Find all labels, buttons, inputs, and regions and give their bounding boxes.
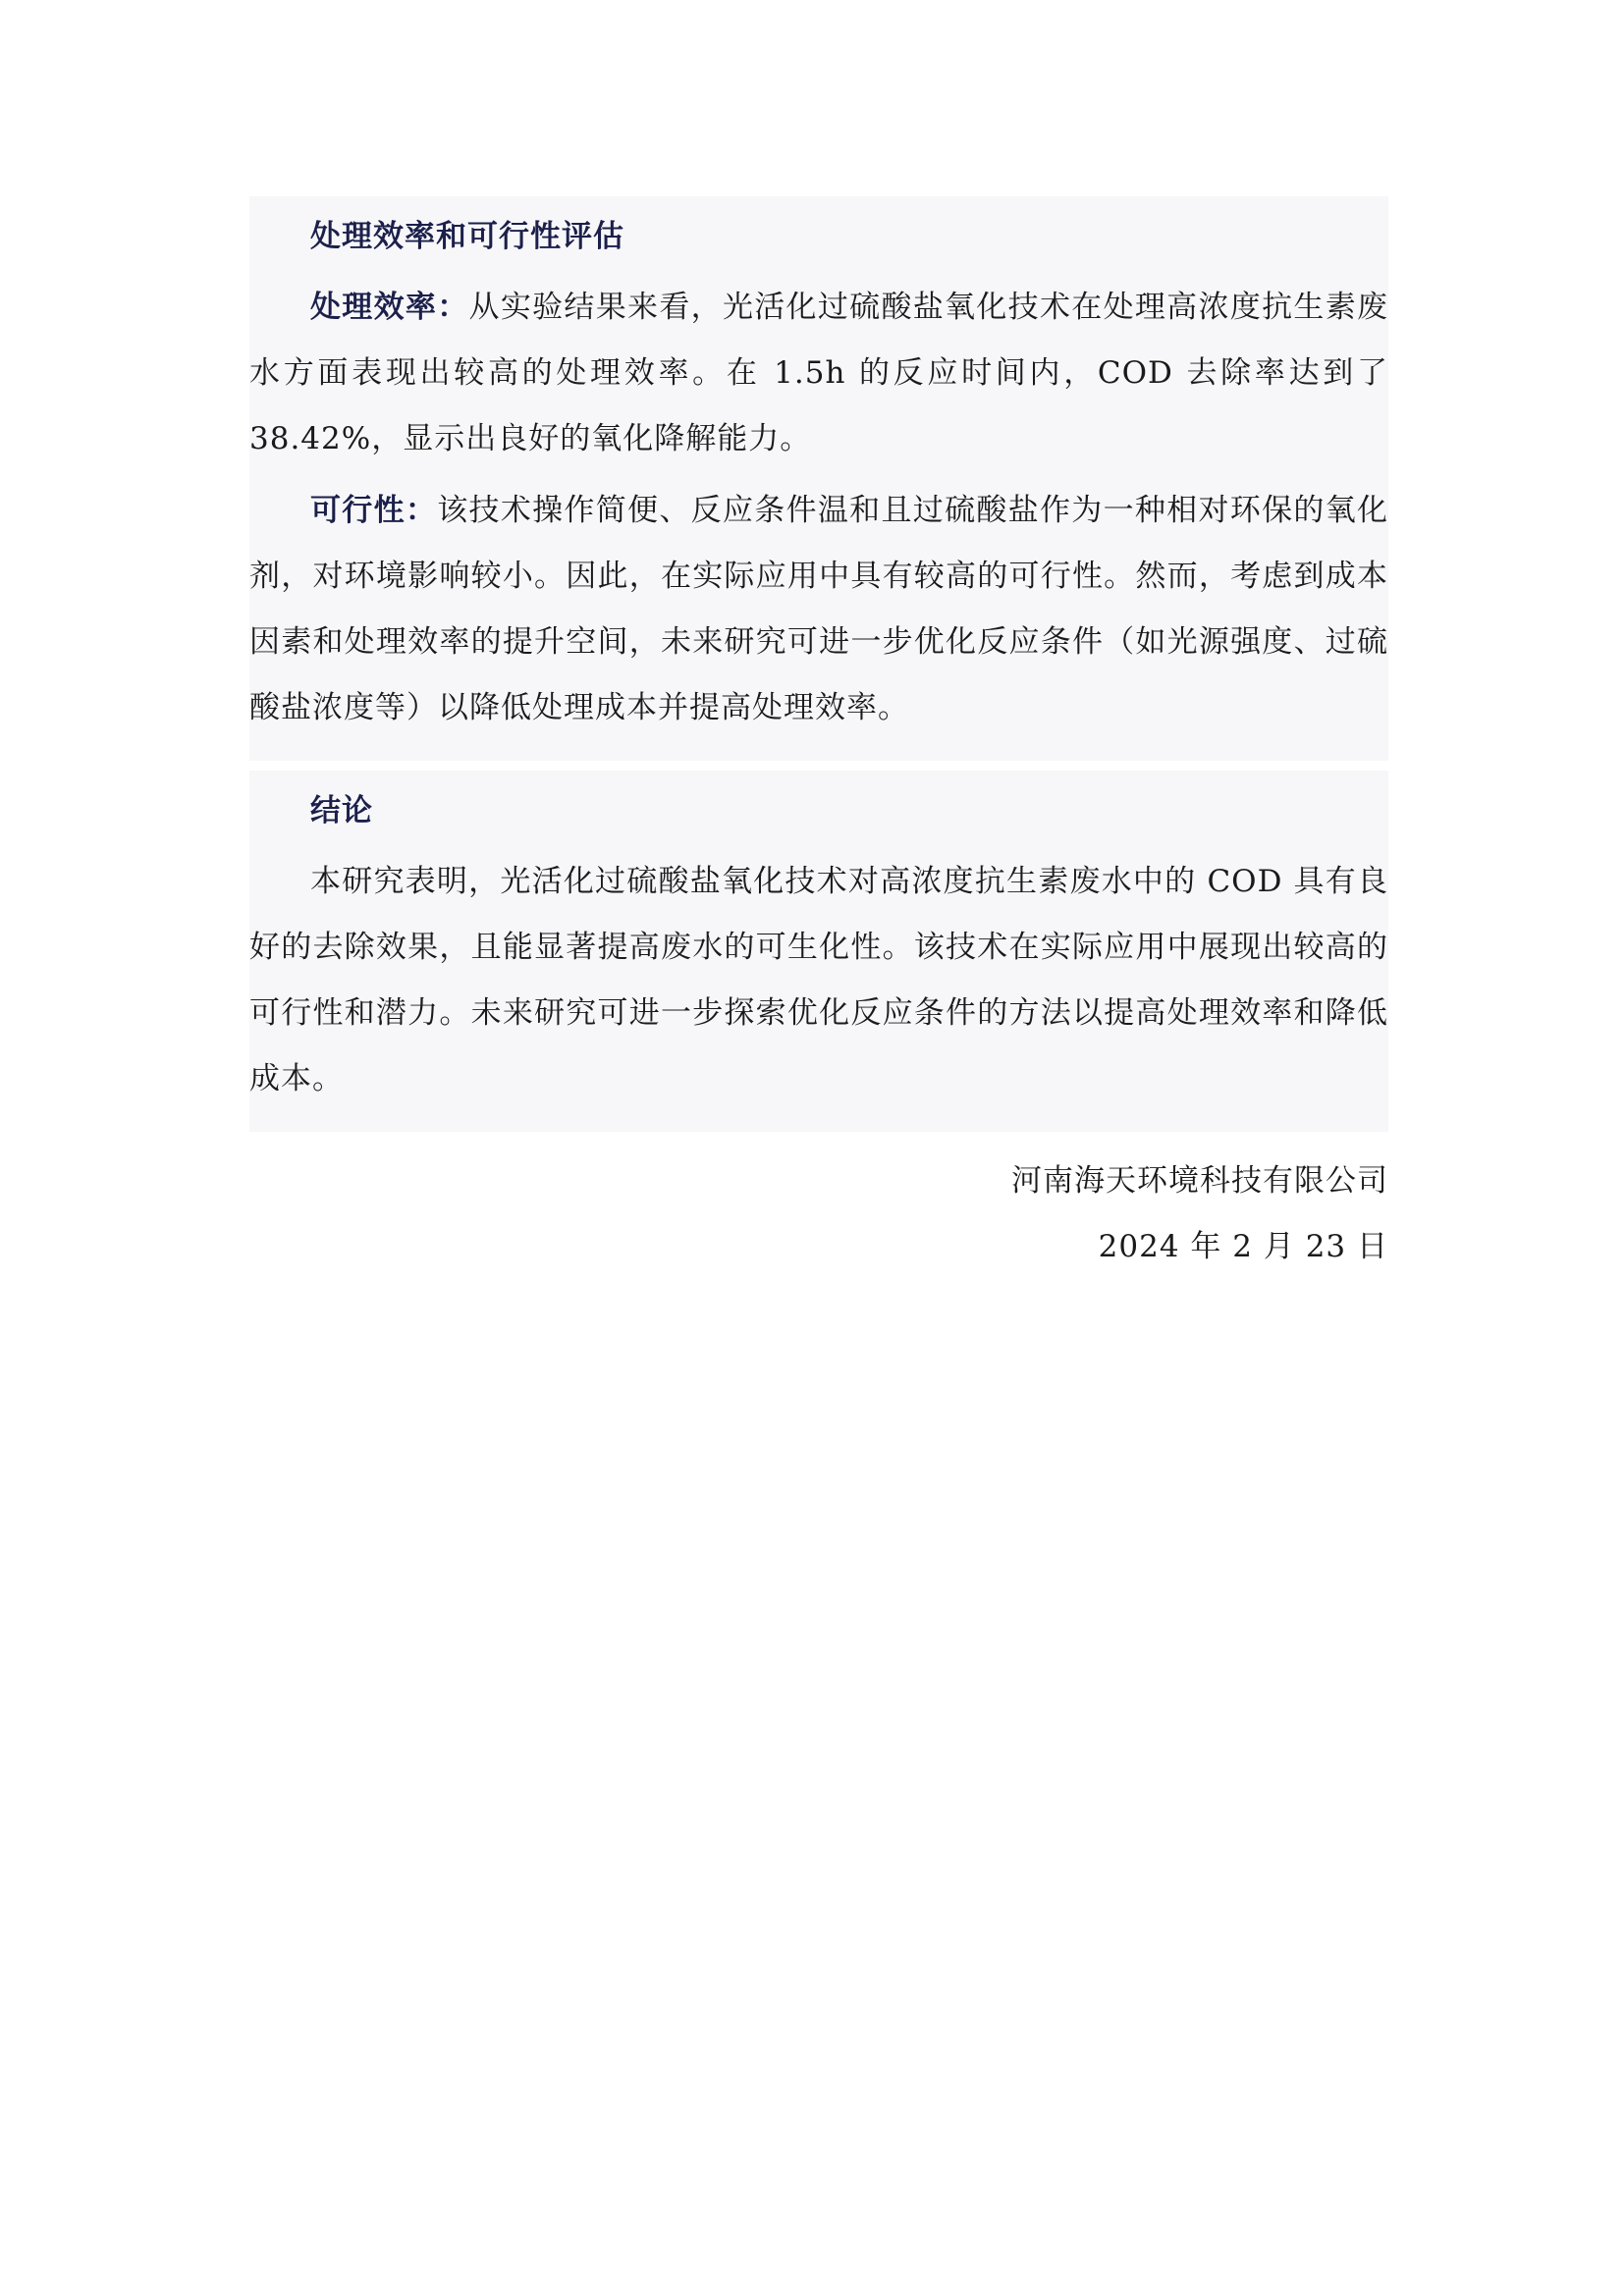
- efficiency-paragraph: [249, 275, 1388, 472]
- feasibility-paragraph: [249, 478, 1388, 741]
- evaluation-heading: 处理效率和可行性评估: [310, 219, 624, 254]
- conclusion-heading: 结论: [310, 793, 373, 828]
- conclusion-paragraph: 本研究表明，光活化过硫酸盐氧化技术对高浓度抗生素废水中的 COD 具有良好的去除效果，且能显著提高废水的可生化性。该技术在实际应用中展现出较高的可行性和潜力。未来研究可进一步探索优化反应条件的方法以提高处理效率和降低成本。: [249, 864, 1388, 1096]
- document-body: [249, 196, 1388, 1142]
- company-name: 河南海天环境科技有限公司: [1011, 1163, 1388, 1199]
- feasibility-lead: 可行性：: [310, 493, 438, 528]
- signature-block: [1011, 1148, 1388, 1280]
- feasibility-text: 该技术操作简便、反应条件温和且过硫酸盐作为一种相对环保的氧化剂，对环境影响较小。因此，在实际应用中具有较高的可行性。然而，考虑到成本因素和处理效率的提升空间，未来研究可进一步优化反应条件（如光源强度、过硫酸盐浓度等）以降低处理成本并提高处理效率。: [249, 493, 1389, 725]
- conclusion-section: [249, 771, 1388, 1132]
- evaluation-section: [249, 196, 1388, 761]
- efficiency-lead: 处理效率：: [310, 290, 469, 325]
- signature-date: 2024 年 2 月 23 日: [1098, 1229, 1388, 1264]
- efficiency-text: 从实验结果来看，光活化过硫酸盐氧化技术在处理高浓度抗生素废水方面表现出较高的处理效率。在 1.5h 的反应时间内，COD 去除率达到了 38.42%，显示出良好的氧化降解能力。: [249, 290, 1388, 456]
